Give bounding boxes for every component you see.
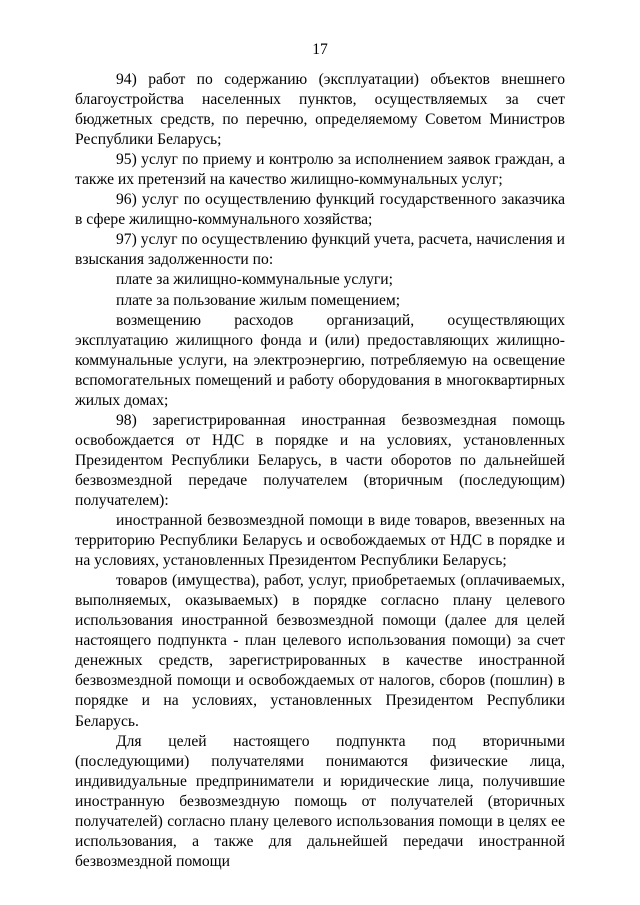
paragraph-item-97: 97) услуг по осуществлению функций учета, расчета, начисления и взыскания задолженности по: xyxy=(75,231,565,269)
paragraph-sub-foreign-aid-goods: иностранной безвозмездной помощи в виде товаров, ввезенных на территорию Республики Беларусь и освобождаемых от НДС в порядке и на условиях, установленных Президентом Республики Беларусь; xyxy=(75,512,565,570)
paragraph-sub-goods-works-services: товаров (имущества), работ, услуг, приобретаемых (оплачиваемых, выполняемых, оказываемых) в порядке согласно плану целевого использования иностранной безвозмездной помощи (далее для целей настоящего подпункта - план целевого использования помощи) за счет денежных средств, зарегистрированных в качестве иностранной безвозмездной помощи и освобождаемых от налогов, сборов (пошлин) в порядке и на условиях, установленных Президентом Республики Беларусь. xyxy=(75,572,565,730)
paragraph-item-98: 98) зарегистрированная иностранная безвозмездная помощь освобождается от НДС в порядке и на условиях, установленных Президентом Республики Беларусь, в части оборотов по дальнейшей безвозмездной передаче получателем (вторичным (последующим) получателем): xyxy=(75,411,565,509)
body-text xyxy=(75,70,565,872)
paragraph-item-94: 94) работ по содержанию (эксплуатации) объектов внешнего благоустройства населенных пунктов, осуществляемых за счет бюджетных средств, по перечню, определяемому Советом Министров Республики Беларусь; xyxy=(75,71,565,149)
paragraph-item-96: 96) услуг по осуществлению функций государственного заказчика в сфере жилищно-коммунального хозяйства; xyxy=(75,191,565,229)
paragraph-sub-fee-utilities: плате за жилищно-коммунальные услуги; xyxy=(116,271,393,289)
paragraph-sub-reimbursement: возмещению расходов организаций, осуществляющих эксплуатацию жилищного фонда и (или) предоставляющих жилищно-коммунальные услуги, на электроэнергию, потребляемую на освещение вспомогательных помещений и работу оборудования в многоквартирных жилых домах; xyxy=(75,311,565,409)
paragraph-secondary-recipients: Для целей настоящего подпункта под вторичными (последующими) получателями понимаются физические лица, индивидуальные предприниматели и юридические лица, получившие иностранную безвозмездную помощь от получателей (вторичных получателей) согласно плану целевого использования помощи в целях ее использования, а также для дальнейшей передачи иностранной безвозмездной помощи xyxy=(75,732,565,870)
paragraph-sub-fee-housing: плате за пользование жилым помещением; xyxy=(116,291,401,309)
page-number: 17 xyxy=(312,41,328,58)
paragraph-item-95: 95) услуг по приему и контролю за исполнением заявок граждан, а также их претензий на качество жилищно-коммунальных услуг; xyxy=(75,151,565,189)
